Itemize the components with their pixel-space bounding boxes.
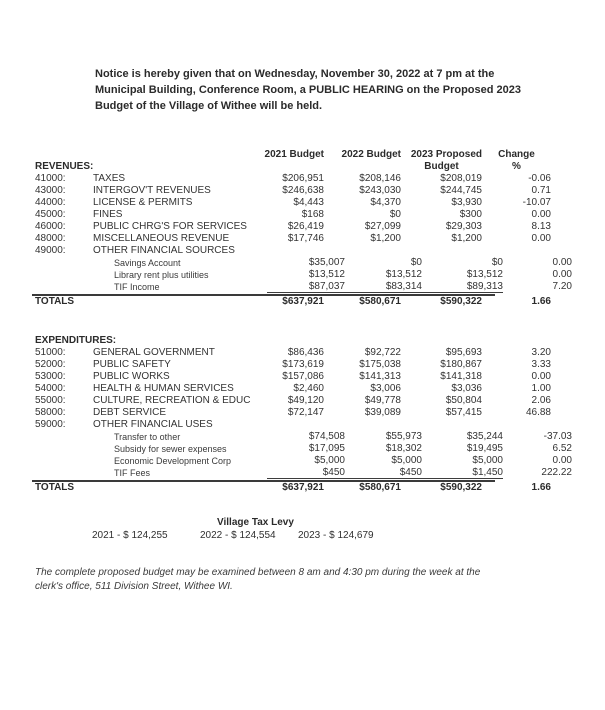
value-2023: $57,415 xyxy=(445,407,482,418)
account-sublabel: TIF Income xyxy=(114,282,160,292)
table-header-row-1 xyxy=(35,149,551,161)
examination-note xyxy=(35,566,535,593)
table-row xyxy=(35,209,551,221)
value-2021: $173,619 xyxy=(282,359,324,370)
value-2023: $180,867 xyxy=(440,359,482,370)
value-2023: $208,019 xyxy=(440,173,482,184)
value-change: 1.00 xyxy=(531,383,551,394)
value-2021: $49,120 xyxy=(287,395,324,406)
account-sublabel: TIF Fees xyxy=(114,468,151,478)
value-2023: $0 xyxy=(491,257,503,268)
table-subrow xyxy=(35,269,572,281)
table-subrow xyxy=(35,455,572,467)
table-subrow xyxy=(35,443,572,455)
account-code: 44000: xyxy=(35,197,66,208)
account-code: 46000: xyxy=(35,221,66,232)
value-2021 xyxy=(246,245,324,257)
tax-levy-2023: 2023 - $ 124,679 xyxy=(298,530,374,541)
account-sublabel: Transfer to other xyxy=(114,432,181,442)
account-code xyxy=(35,281,93,293)
column-header-2023-proposed: 2023 Proposed xyxy=(410,149,482,160)
table-row xyxy=(35,395,551,407)
table-row xyxy=(35,197,551,209)
value-change: 8.13 xyxy=(531,221,551,232)
totals-change: 1.66 xyxy=(531,482,551,493)
table-row xyxy=(35,245,551,257)
account-code: 43000: xyxy=(35,185,66,196)
value-2021: $87,037 xyxy=(267,281,345,293)
account-code xyxy=(35,431,93,443)
account-label: INTERGOV'T REVENUES xyxy=(93,185,211,196)
expenditures-header-row xyxy=(35,335,551,347)
account-label: CULTURE, RECREATION & EDUC xyxy=(93,395,251,406)
value-2021: $5,000 xyxy=(314,455,345,466)
value-2021: $26,419 xyxy=(287,221,324,232)
account-label: FINES xyxy=(93,209,123,220)
value-2022: $13,512 xyxy=(385,269,422,280)
account-label: LICENSE & PERMITS xyxy=(93,197,193,208)
value-2023: $141,318 xyxy=(440,371,482,382)
value-change: 0.00 xyxy=(531,209,551,220)
value-2023: $1,200 xyxy=(451,233,482,244)
account-code xyxy=(35,257,93,269)
value-2022: $27,099 xyxy=(364,221,401,232)
table-row xyxy=(35,359,551,371)
value-change xyxy=(482,419,551,431)
account-label: PUBLIC SAFETY xyxy=(93,359,171,370)
examination-note-line: clerk's office, 511 Division Street, Withee WI. xyxy=(35,580,233,592)
value-2021: $246,638 xyxy=(282,185,324,196)
account-sublabel: Savings Account xyxy=(114,258,181,268)
account-code: 58000: xyxy=(35,407,66,418)
value-2021: $2,460 xyxy=(293,383,324,394)
table-row xyxy=(35,173,551,185)
value-2022 xyxy=(324,245,401,257)
value-change: 0.00 xyxy=(531,371,551,382)
value-change xyxy=(482,245,551,257)
value-change: 46.88 xyxy=(525,407,551,418)
notice-line: Municipal Building, Conference Room, a PUBLIC HEARING on the Proposed 2023 xyxy=(95,84,521,96)
value-2023: $19,495 xyxy=(466,443,503,454)
value-change: -37.03 xyxy=(543,431,572,442)
table-header-row-2 xyxy=(35,161,551,173)
value-2023 xyxy=(401,419,482,431)
value-2021: $74,508 xyxy=(308,431,345,442)
value-2022: $450 xyxy=(345,467,422,479)
value-change: -10.07 xyxy=(522,197,551,208)
value-2021 xyxy=(246,419,324,431)
header-spacer xyxy=(324,161,401,173)
value-2021: $206,951 xyxy=(282,173,324,184)
value-2023: $89,313 xyxy=(422,281,503,293)
account-code xyxy=(35,455,93,467)
account-code: 52000: xyxy=(35,359,66,370)
value-2023: $1,450 xyxy=(422,467,503,479)
value-2021: $17,095 xyxy=(308,443,345,454)
value-change: 6.52 xyxy=(552,443,572,454)
value-2023: $3,930 xyxy=(451,197,482,208)
value-change: 0.00 xyxy=(552,257,572,268)
value-2022: $141,313 xyxy=(359,371,401,382)
tax-levy-2021: 2021 - $ 124,255 xyxy=(92,530,168,541)
totals-label: TOTALS xyxy=(35,482,75,493)
value-2022: $208,146 xyxy=(359,173,401,184)
table-row xyxy=(35,347,551,359)
value-2021: $157,086 xyxy=(282,371,324,382)
value-2023: $3,036 xyxy=(451,383,482,394)
header-spacer xyxy=(35,149,246,161)
value-2022: $3,006 xyxy=(370,383,401,394)
revenues-totals-row xyxy=(35,293,551,311)
value-2022: $83,314 xyxy=(345,281,422,293)
value-2022: $39,089 xyxy=(364,407,401,418)
totals-spacer xyxy=(93,482,246,497)
examination-note-line: The complete proposed budget may be examined between 8 am and 4:30 pm during the week at the xyxy=(35,567,481,578)
account-label: PUBLIC WORKS xyxy=(93,371,170,382)
value-2022: $0 xyxy=(389,209,401,220)
value-2022: $55,973 xyxy=(385,431,422,442)
value-2022: $92,722 xyxy=(364,347,401,358)
value-change: 0.00 xyxy=(552,269,572,280)
account-code: 55000: xyxy=(35,395,66,406)
totals-change: 1.66 xyxy=(531,296,551,307)
notice-paragraph xyxy=(95,66,555,114)
account-code xyxy=(35,467,93,479)
account-code: 45000: xyxy=(35,209,66,220)
table-row xyxy=(35,407,551,419)
totals-2023: $590,322 xyxy=(440,482,482,493)
value-2022: $243,030 xyxy=(359,185,401,196)
totals-2023: $590,322 xyxy=(440,296,482,307)
value-2021: $35,007 xyxy=(308,257,345,268)
value-2022: $18,302 xyxy=(385,443,422,454)
account-label: HEALTH & HUMAN SERVICES xyxy=(93,383,234,394)
table-row xyxy=(35,185,551,197)
table-subrow xyxy=(35,281,572,293)
column-header-2021-budget: 2021 Budget xyxy=(264,149,324,160)
account-sublabel: Subsidy for sewer expenses xyxy=(114,444,227,454)
totals-2022: $580,671 xyxy=(359,296,401,307)
table-subrow xyxy=(35,431,572,443)
value-2022: $175,038 xyxy=(359,359,401,370)
table-row xyxy=(35,221,551,233)
value-2022: $4,370 xyxy=(370,197,401,208)
column-header-2023-budget-line2: Budget xyxy=(424,161,459,172)
account-code: 41000: xyxy=(35,173,66,184)
value-2022: $0 xyxy=(410,257,422,268)
value-2021: $168 xyxy=(301,209,324,220)
value-2023: $13,512 xyxy=(466,269,503,280)
totals-2022: $580,671 xyxy=(359,482,401,493)
value-2023: $50,804 xyxy=(445,395,482,406)
account-code: 53000: xyxy=(35,371,66,382)
value-change: 0.00 xyxy=(531,233,551,244)
village-tax-levy-title: Village Tax Levy xyxy=(217,517,294,528)
value-2023: $29,303 xyxy=(445,221,482,232)
value-2023 xyxy=(401,245,482,257)
account-code xyxy=(35,443,93,455)
account-label: DEBT SERVICE xyxy=(93,407,166,418)
value-2023: $5,000 xyxy=(472,455,503,466)
account-code: 49000: xyxy=(35,245,66,256)
table-row xyxy=(35,371,551,383)
totals-2021: $637,921 xyxy=(282,296,324,307)
value-2021: $72,147 xyxy=(287,407,324,418)
totals-2021: $637,921 xyxy=(282,482,324,493)
section-gap xyxy=(35,311,551,335)
value-2023: $35,244 xyxy=(466,431,503,442)
account-sublabel: Library rent plus utilities xyxy=(114,270,209,280)
account-code: 51000: xyxy=(35,347,66,358)
table-row xyxy=(35,419,551,431)
value-2023: $95,693 xyxy=(445,347,482,358)
expenditures-section-label: EXPENDITURES: xyxy=(35,335,117,346)
value-2021: $86,436 xyxy=(287,347,324,358)
table-row xyxy=(35,233,551,245)
value-2021: $4,443 xyxy=(293,197,324,208)
notice-line: Notice is hereby given that on Wednesday, November 30, 2022 at 7 pm at the xyxy=(95,68,495,80)
value-change: 2.06 xyxy=(531,395,551,406)
value-2021: $450 xyxy=(267,467,345,479)
totals-spacer xyxy=(93,296,246,311)
value-change: 3.20 xyxy=(531,347,551,358)
header-spacer xyxy=(246,161,324,173)
value-change: 222.22 xyxy=(541,467,572,478)
notice-line: Budget of the Village of Withee will be held. xyxy=(95,100,323,112)
column-header-change-percent: % xyxy=(512,161,521,172)
account-label: OTHER FINANCIAL USES xyxy=(93,419,213,430)
value-2021: $13,512 xyxy=(308,269,345,280)
value-change: 0.71 xyxy=(531,185,551,196)
village-tax-levy-section xyxy=(35,517,551,545)
budget-table xyxy=(35,149,572,497)
expenditures-totals-row xyxy=(35,479,551,497)
value-2021: $17,746 xyxy=(287,233,324,244)
value-2022: $1,200 xyxy=(370,233,401,244)
tax-levy-2022: 2022 - $ 124,554 xyxy=(200,530,276,541)
account-label: TAXES xyxy=(93,173,126,184)
value-2022: $5,000 xyxy=(391,455,422,466)
account-sublabel: Economic Development Corp xyxy=(114,456,232,466)
table-row xyxy=(35,383,551,395)
account-code: 48000: xyxy=(35,233,66,244)
account-label: MISCELLANEOUS REVENUE xyxy=(93,233,230,244)
totals-label: TOTALS xyxy=(35,296,75,307)
value-2023: $300 xyxy=(459,209,482,220)
value-2022 xyxy=(324,419,401,431)
account-code xyxy=(35,269,93,281)
table-subrow xyxy=(35,467,572,479)
column-header-2022-budget: 2022 Budget xyxy=(341,149,401,160)
value-2022: $49,778 xyxy=(364,395,401,406)
account-label: OTHER FINANCIAL SOURCES xyxy=(93,245,235,256)
column-header-change: Change xyxy=(498,149,535,160)
value-change: 0.00 xyxy=(552,455,572,466)
account-label: GENERAL GOVERNMENT xyxy=(93,347,215,358)
value-2023: $244,745 xyxy=(440,185,482,196)
account-code: 54000: xyxy=(35,383,66,394)
value-change: -0.06 xyxy=(528,173,551,184)
account-code: 59000: xyxy=(35,419,66,430)
table-subrow xyxy=(35,257,572,269)
value-change: 3.33 xyxy=(531,359,551,370)
revenues-section-label: REVENUES: xyxy=(35,161,94,172)
account-label: PUBLIC CHRG'S FOR SERVICES xyxy=(93,221,247,232)
value-change: 7.20 xyxy=(552,281,572,292)
